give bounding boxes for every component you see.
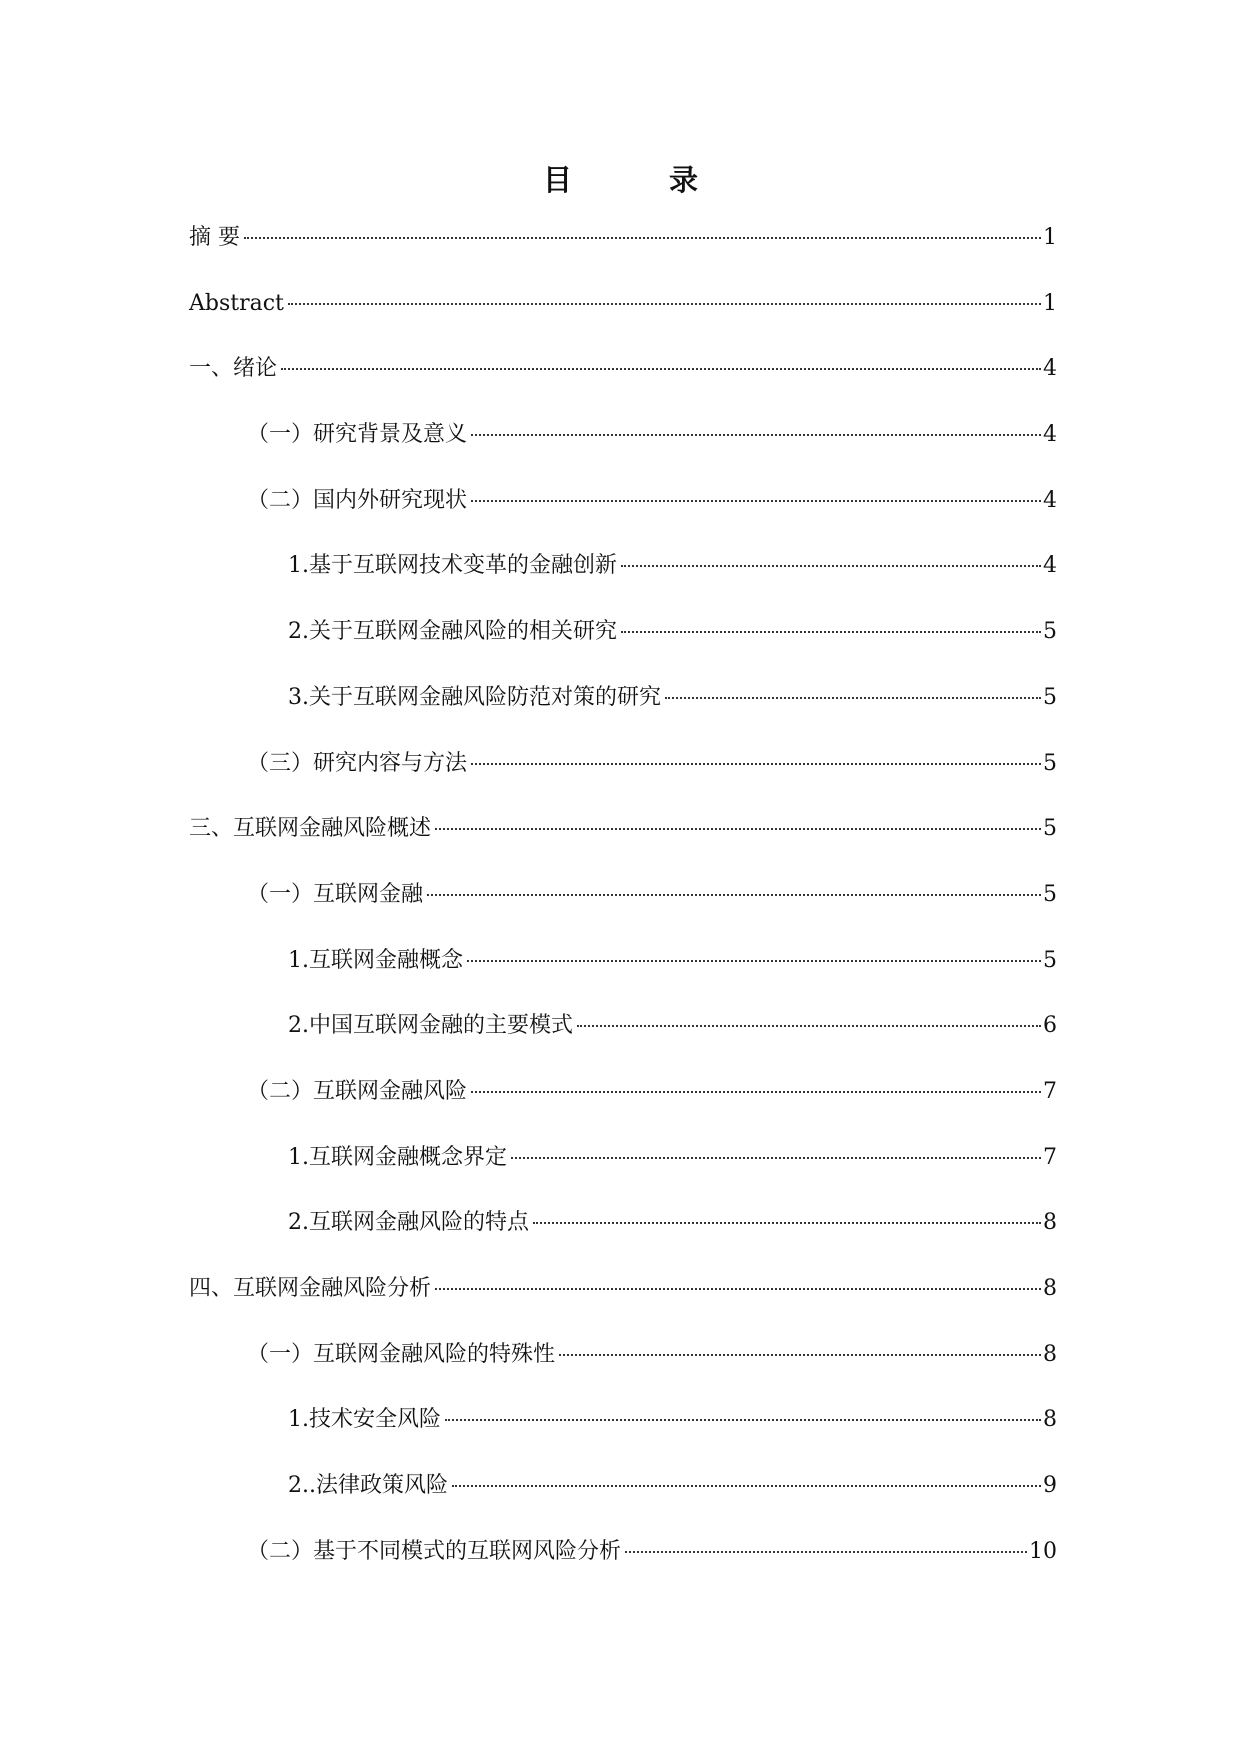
toc-entry-page: 1: [1043, 290, 1057, 316]
toc-entry-page: 4: [1043, 422, 1057, 448]
toc-entry-page: 1: [1043, 225, 1057, 250]
toc-entry[interactable]: [189, 1339, 1057, 1405]
dot-leader: [467, 960, 1041, 962]
dot-leader: [621, 631, 1041, 633]
toc-entry-page: 4: [1043, 356, 1057, 382]
toc-entry[interactable]: [189, 616, 1057, 682]
toc-entry-label: 2.中国互联网金融的主要模式: [288, 1013, 573, 1039]
toc-entry-page: 10: [1029, 1538, 1057, 1564]
toc-entry-label: 2.互联网金融风险的特点: [288, 1210, 529, 1236]
toc-entry-label: Abstract: [189, 290, 284, 316]
dot-leader: [559, 1354, 1041, 1356]
toc-entry[interactable]: [189, 879, 1057, 945]
toc-entry[interactable]: [189, 682, 1057, 748]
toc-entry[interactable]: [189, 1273, 1057, 1339]
dot-leader: [281, 368, 1041, 370]
toc-entry-page: 5: [1043, 750, 1057, 776]
toc-entry-page: 4: [1043, 487, 1057, 513]
toc-entry[interactable]: [189, 419, 1057, 485]
toc-entry[interactable]: [189, 1076, 1057, 1142]
toc-entry-label: （一）研究背景及意义: [247, 422, 468, 448]
dot-leader: [625, 1551, 1027, 1553]
toc-entry-page: 9: [1043, 1473, 1057, 1499]
toc-entry-page: 8: [1043, 1341, 1057, 1367]
toc-entry[interactable]: [189, 945, 1057, 1011]
dot-leader: [621, 565, 1041, 567]
toc-entry-label: 2.关于互联网金融风险的相关研究: [288, 619, 617, 645]
dot-leader: [471, 500, 1041, 502]
toc-entry[interactable]: [189, 1010, 1057, 1076]
dot-leader: [244, 237, 1041, 239]
toc-entry-label: （一）互联网金融: [247, 881, 424, 907]
toc-entry[interactable]: [189, 1404, 1057, 1470]
toc-entry-label: （三）研究内容与方法: [247, 750, 468, 776]
toc-entry-label: 三、互联网金融风险概述: [189, 816, 432, 842]
dot-leader: [511, 1157, 1041, 1159]
dot-leader: [435, 1288, 1041, 1290]
toc-entry-label: 摘 要: [189, 225, 240, 250]
toc-entry[interactable]: [189, 1142, 1057, 1208]
toc-entry-label: （二）国内外研究现状: [247, 487, 468, 513]
toc-entry-page: 8: [1043, 1276, 1057, 1301]
toc-entry[interactable]: [189, 353, 1057, 419]
toc-entry-page: 4: [1043, 553, 1057, 579]
toc-entry[interactable]: [189, 550, 1057, 616]
toc-entry-page: 8: [1043, 1210, 1057, 1236]
dot-leader: [445, 1419, 1041, 1421]
toc-entry[interactable]: [189, 288, 1057, 354]
toc-entry-label: （二）基于不同模式的互联网风险分析: [247, 1538, 622, 1564]
toc-entry-page: 5: [1043, 816, 1057, 842]
dot-leader: [665, 697, 1041, 699]
dot-leader: [533, 1222, 1041, 1224]
toc-entry[interactable]: [189, 813, 1057, 879]
dot-leader: [471, 763, 1041, 765]
dot-leader: [471, 1091, 1041, 1093]
toc-entry-page: 5: [1043, 684, 1057, 710]
toc-entry-label: 1.基于互联网技术变革的金融创新: [288, 553, 617, 579]
toc-entry-label: 3.关于互联网金融风险防范对策的研究: [288, 684, 661, 710]
toc-entry-label: 1.互联网金融概念界定: [288, 1144, 507, 1170]
dot-leader: [471, 434, 1041, 436]
toc-entry-label: 一、绪论: [189, 356, 278, 382]
toc-entry-label: （二）互联网金融风险: [247, 1078, 468, 1104]
toc-entry[interactable]: [189, 222, 1057, 288]
toc-entry[interactable]: [189, 1207, 1057, 1273]
toc-entry-page: 5: [1043, 947, 1057, 973]
toc-entry-page: 7: [1043, 1078, 1057, 1104]
toc-title: 目 录: [542, 163, 732, 197]
toc-entry-label: 四、互联网金融风险分析: [189, 1276, 432, 1301]
toc-entry-page: 6: [1043, 1013, 1057, 1039]
toc-entry-label: 2..法律政策风险: [288, 1473, 448, 1499]
toc-entry-page: 8: [1043, 1407, 1057, 1433]
toc-entry[interactable]: [189, 1470, 1057, 1536]
toc-entry-page: 7: [1043, 1144, 1057, 1170]
toc-entry-label: 1.互联网金融概念: [288, 947, 463, 973]
toc-entry-label: （一）互联网金融风险的特殊性: [247, 1341, 556, 1367]
toc-entry-page: 5: [1043, 881, 1057, 907]
toc-entry-page: 5: [1043, 619, 1057, 645]
dot-leader: [452, 1485, 1041, 1487]
toc-entry[interactable]: [189, 485, 1057, 551]
dot-leader: [435, 828, 1041, 830]
toc-entry[interactable]: [189, 748, 1057, 814]
dot-leader: [288, 303, 1041, 305]
toc-entry[interactable]: [189, 1536, 1057, 1602]
dot-leader: [427, 894, 1041, 896]
dot-leader: [577, 1025, 1041, 1027]
toc-list: [189, 222, 1057, 1601]
toc-entry-label: 1.技术安全风险: [288, 1407, 441, 1433]
